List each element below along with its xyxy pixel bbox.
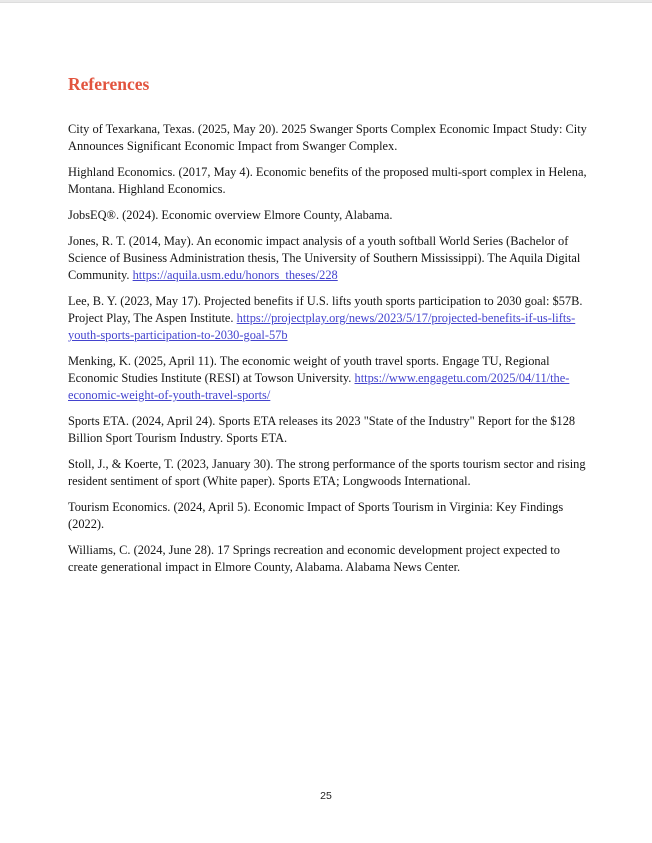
reference-entry	[68, 413, 592, 447]
reference-entry	[68, 207, 592, 224]
reference-text: Williams, C. (2024, June 28). 17 Springs recreation and economic development project expected to create generational impact in Elmore County, Alabama. Alabama News Center.	[68, 543, 560, 575]
reference-entry	[68, 542, 592, 576]
reference-text: Lee, B. Y. (2023, May 17). Projected benefits if U.S. lifts youth sports participation to 2030 goal: $57B. Project Play, The Aspen Institute.	[68, 294, 583, 326]
reference-text: JobsEQ®. (2024). Economic overview Elmore County, Alabama.	[68, 208, 393, 223]
reference-text: Stoll, J., & Koerte, T. (2023, January 30). The strong performance of the sports tourism sector and rising resident sentiment of sport (White paper). Sports ETA; Longwoods International.	[68, 457, 586, 489]
reference-entry	[68, 456, 592, 490]
reference-text: Tourism Economics. (2024, April 5). Economic Impact of Sports Tourism in Virginia: Key Findings (2022).	[68, 500, 564, 532]
page-top-edge	[0, 0, 652, 3]
reference-link[interactable]: https://projectplay.org/news/2023/5/17/projected-benefits-if-us-lifts-youth-sports-participation-to-2030-goal-57b	[68, 311, 576, 343]
references-list	[68, 121, 592, 576]
page-number: 25	[320, 790, 332, 802]
reference-text: Jones, R. T. (2014, May). An economic impact analysis of a youth softball World Series (Bachelor of Science of Business Administration thesis, The University of Southern Mississippi). The Aquila Digital Community.	[68, 234, 581, 283]
reference-entry	[68, 293, 592, 344]
reference-text: City of Texarkana, Texas. (2025, May 20). 2025 Swanger Sports Complex Economic Impact Study: City Announces Significant Economic Impact from Swanger Complex.	[68, 122, 587, 154]
reference-link[interactable]: https://aquila.usm.edu/honors_theses/228	[132, 268, 338, 283]
reference-entry	[68, 164, 592, 198]
reference-text: Sports ETA. (2024, April 24). Sports ETA releases its 2023 "State of the Industry" Report for the $128 Billion Sport Tourism Industry. Sports ETA.	[68, 414, 576, 446]
reference-link[interactable]: https://www.engagetu.com/2025/04/11/the-economic-weight-of-youth-travel-sports/	[68, 371, 570, 403]
reference-entry	[68, 121, 592, 155]
references-heading: References	[68, 74, 150, 94]
reference-entry	[68, 233, 592, 284]
reference-entry	[68, 353, 592, 404]
reference-text: Highland Economics. (2017, May 4). Economic benefits of the proposed multi-sport complex in Helena, Montana. Highland Economics.	[68, 165, 587, 197]
reference-entry	[68, 499, 592, 533]
reference-text: Menking, K. (2025, April 11). The economic weight of youth travel sports. Engage TU, Regional Economic Studies Institute (RESI) at Towson University.	[68, 354, 550, 386]
